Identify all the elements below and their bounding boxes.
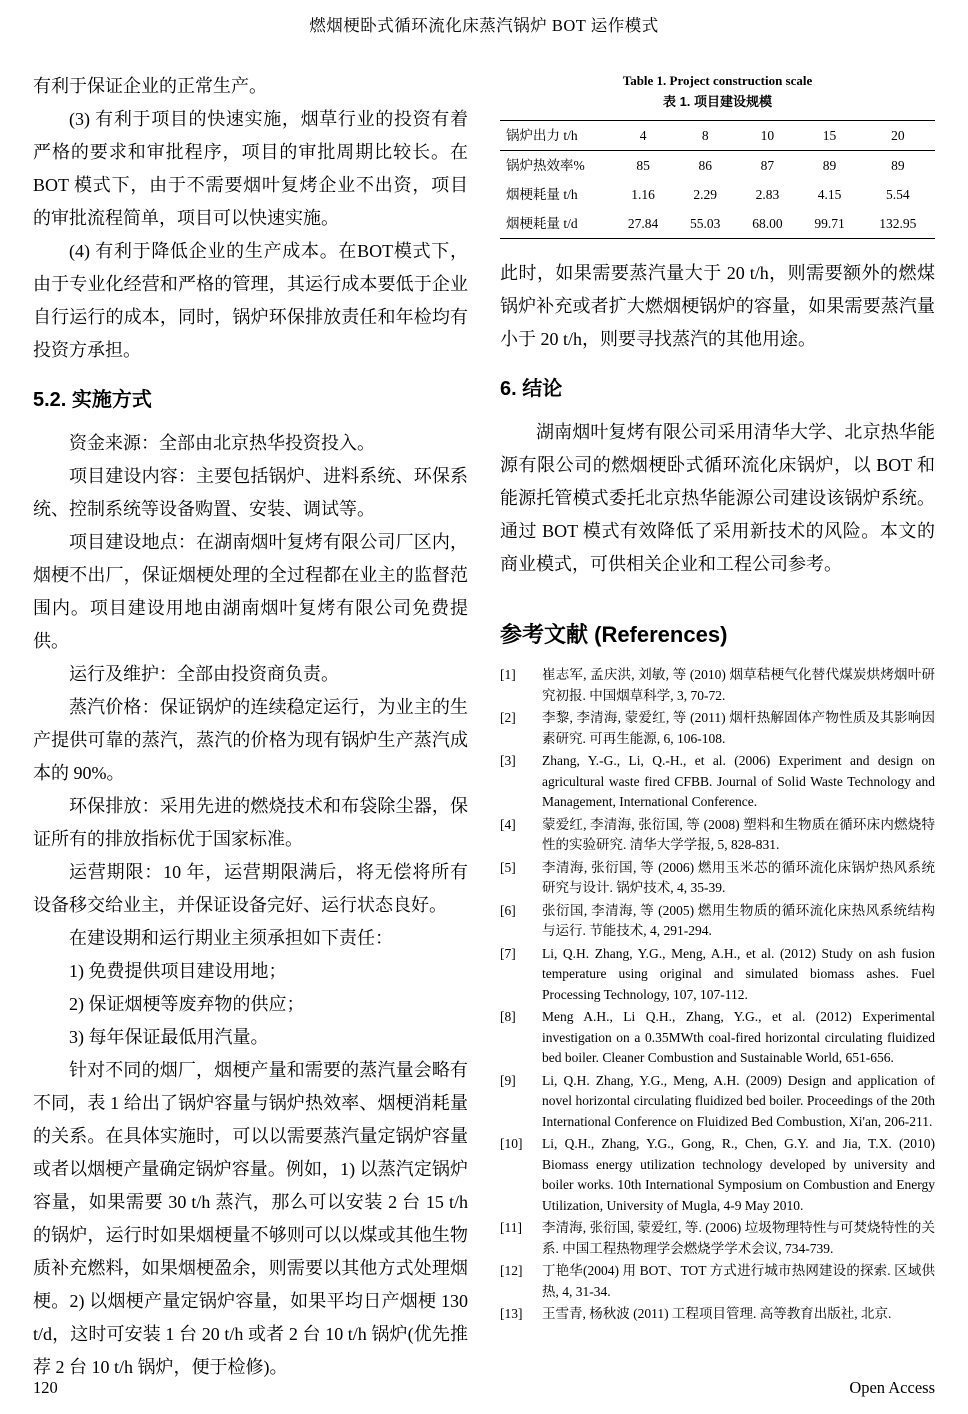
table-cell: 55.03 <box>690 216 721 231</box>
reference-item <box>500 1071 935 1133</box>
reference-text: 李清海, 张衍国, 蒙爱红, 等. (2006) 垃圾物理特性与可焚烧特性的关系. 中国工程热物理学会燃烧学学术会议, 734-739. <box>542 1220 935 1256</box>
reference-text: 丁艳华(2004) 用 BOT、TOT 方式进行城市热网建设的探索. 区域供热, 4, 31-34. <box>542 1263 935 1299</box>
table-header-row <box>500 121 935 151</box>
reference-item <box>500 1218 935 1259</box>
table-cell: 99.71 <box>814 216 845 231</box>
table-cell: 8 <box>701 128 709 143</box>
reference-number: [7] <box>500 945 516 961</box>
table-cell: 烟梗耗量 t/d <box>506 216 578 231</box>
paragraph: 此时，如果需要蒸汽量大于 20 t/h，则需要额外的燃煤锅炉补充或者扩大燃烟梗锅炉的容量，如果需要蒸汽量小于 20 t/h，则要寻找蒸汽的其他用途。 <box>500 263 935 349</box>
table-cell: 锅炉热效率% <box>506 158 585 173</box>
paragraph: 蒸汽价格：保证锅炉的连续稳定运行，为业主的生产提供可靠的蒸汽，蒸汽的价格为现有锅炉生产蒸汽成本的 90%。 <box>33 697 468 783</box>
reference-item <box>500 858 935 899</box>
page-footer <box>33 1378 935 1398</box>
reference-text: 王雪青, 杨秋波 (2011) 工程项目管理. 高等教育出版社, 北京. <box>542 1306 892 1321</box>
reference-item <box>500 665 935 706</box>
table-cell: 89 <box>822 158 837 173</box>
project-scale-table <box>500 120 935 239</box>
table-cell: 烟梗耗量 t/h <box>506 187 578 202</box>
paragraph: 运营期限：10 年，运营期限满后，将无偿将所有设备移交给业主，并保证设备完好、运行状态良好。 <box>33 862 468 915</box>
paragraph: 运行及维护：全部由投资商负责。 <box>69 664 339 684</box>
reference-item <box>500 1134 935 1216</box>
table-cell: 85 <box>636 158 650 173</box>
table-cell: 4 <box>639 128 647 143</box>
page-number: 120 <box>33 1378 58 1397</box>
reference-item <box>500 944 935 1006</box>
reference-number: [1] <box>500 667 516 682</box>
reference-number: [3] <box>500 753 516 768</box>
reference-number: [2] <box>500 710 516 725</box>
table-cell: 1.16 <box>631 187 655 202</box>
table-cell: 10 <box>760 128 775 143</box>
open-access-label: Open Access <box>849 1378 935 1397</box>
reference-number: [11] <box>500 1220 522 1235</box>
table-cell: 5.54 <box>886 187 910 202</box>
paragraph: (3) 有利于项目的快速实施，烟草行业的投资有着严格的要求和审批程序，项目的审批周期比较长。在 BOT 模式下，由于不需要烟叶复烤企业不出资，项目的审批流程简单，项目可以快速实施。 <box>33 109 468 228</box>
reference-number: [13] <box>500 1306 523 1321</box>
two-column-body <box>33 70 935 1384</box>
table-cell: 2.29 <box>693 187 718 202</box>
left-column <box>33 70 468 1384</box>
reference-text: Li, Q.H. Zhang, Y.G., Meng, A.H., et al. (2012) Study on ash fusion temperature using original and simulated biomass ashes. Fuel Processing Technology, 107, 107-112. <box>542 945 935 1002</box>
table-cell: 68.00 <box>752 216 783 231</box>
reference-text: Zhang, Y.-G., Li, Q.-H., et al. (2006) Experiment and design on agricultural waste fired CFBB. Journal of Solid Waste Technology and Management, International Conference. <box>542 753 935 809</box>
reference-number: [8] <box>500 1009 516 1024</box>
list-item: 2) 保证烟梗等废弃物的供应； <box>69 994 305 1014</box>
table-cell: 20 <box>891 128 905 143</box>
list-item: 3) 每年保证最低用汽量。 <box>69 1027 269 1047</box>
table-row <box>500 209 935 239</box>
reference-number: [6] <box>500 902 516 918</box>
reference-item <box>500 901 935 942</box>
paragraph: 资金来源：全部由北京热华投资投入。 <box>69 433 375 453</box>
reference-number: [4] <box>500 816 516 832</box>
reference-text: Meng A.H., Li Q.H., Zhang, Y.G., et al. (2012) Experimental investigation on a 0.35MWth coal-fired horizontal circulating fluidized bed boiler. Cleaner Combustion and Sustainable World, 651-656. <box>542 1009 935 1065</box>
table-cell: 132.95 <box>879 216 917 231</box>
table-cell: 89 <box>891 158 905 173</box>
reference-item <box>500 751 935 813</box>
paragraph: 有利于保证企业的正常生产。 <box>33 76 267 96</box>
running-head-title: 燃烟梗卧式循环流化床蒸汽锅炉 BOT 运作模式 <box>309 16 659 35</box>
table-row <box>500 151 935 181</box>
reference-text: Li, Q.H. Zhang, Y.G., Meng, A.H. (2009) Design and application of novel horizontal circulating fluidized bed boiler. Proceedings of the 20th International Conference on Fluidized Bed Combustion, Xi'an, 206-211. <box>542 1072 935 1129</box>
reference-text: Li, Q.H., Zhang, Y.G., Gong, R., Chen, G.Y. and Jia, T.X. (2010) Biomass energy utilization technology developed by university and boiler works. 10th International Symposium on Combustion and Energy Utilization, University of Mugla, 4-9 May 2010. <box>542 1136 935 1213</box>
table-cell: 2.83 <box>755 187 780 202</box>
table-cell: 86 <box>698 158 712 173</box>
paragraph: 针对不同的烟厂，烟梗产量和需要的蒸汽量会略有不同，表 1 给出了锅炉容量与锅炉热效率、烟梗消耗量的关系。在具体实施时，可以以需要蒸汽量定锅炉容量或者以烟梗产量确定锅炉容量。例如，1) 以蒸汽定锅炉容量，如果需要 30 t/h 蒸汽，那么可以安装 2 台 15 t/h 的锅炉，运行时如果烟梗量不够则可以以煤或其他生物质补充燃料，如果烟梗盈余，则需要以其他方式处理烟梗。2) 以烟梗产量定锅炉容量，如果平均日产烟梗 130 t/d，这时可安装 1 台 20 t/h 或者 2 台 10 t/h 锅炉(优先推荐 2 台 10 t/h 锅炉，便于检修)。 <box>33 1060 468 1377</box>
references-list <box>500 665 935 1325</box>
list-item: 1) 免费提供项目建设用地； <box>69 961 287 981</box>
table-cell: 锅炉出力 t/h <box>506 128 578 143</box>
table-cell: 4.15 <box>817 187 842 202</box>
table-caption-english: Table 1. Project construction scale <box>622 73 813 88</box>
reference-text: 蒙爱红, 李清海, 张衍国, 等 (2008) 塑料和生物质在循环床内燃烧特性的实验研究. 清华大学学报, 5, 828-831. <box>542 816 935 852</box>
references-heading: 参考文献 (References) <box>500 622 728 647</box>
table-cell: 87 <box>760 158 775 173</box>
reference-item <box>500 1304 935 1325</box>
reference-item <box>500 1007 935 1069</box>
reference-text: 崔志军, 孟庆洪, 刘敏, 等 (2010) 烟草秸梗气化替代煤炭烘烤烟叶研究初报. 中国烟草科学, 3, 70-72. <box>542 667 935 703</box>
section-heading-5-2: 5.2. 实施方式 <box>33 389 152 411</box>
reference-text: 张衍国, 李清海, 等 (2005) 燃用生物质的循环流化床热风系统结构与运行. 节能技术, 4, 291-294. <box>542 902 935 938</box>
paragraph: 环保排放：采用先进的燃烧技术和布袋除尘器，保证所有的排放指标优于国家标准。 <box>33 796 468 849</box>
table-caption-chinese: 表 1. 项目建设规模 <box>662 94 773 109</box>
reference-number: [10] <box>500 1136 523 1151</box>
reference-number: [12] <box>500 1263 523 1278</box>
reference-text: 李清海, 张衍国, 等 (2006) 燃用玉米芯的循环流化床锅炉热风系统研究与设计. 锅炉技术, 4, 35-39. <box>542 859 935 895</box>
reference-item <box>500 708 935 749</box>
paragraph: 项目建设内容：主要包括锅炉、进料系统、环保系统、控制系统等设备购置、安装、调试等。 <box>33 466 468 519</box>
table-cell: 27.84 <box>627 216 659 231</box>
paragraph: (4) 有利于降低企业的生产成本。在BOT模式下，由于专业化经营和严格的管理，其运行成本要低于企业自行运行的成本，同时，锅炉环保排放责任和年检均有投资方承担。 <box>33 241 468 360</box>
section-heading-6: 6. 结论 <box>500 378 563 400</box>
reference-item <box>500 1261 935 1302</box>
paragraph: 在建设期和运行期业主须承担如下责任： <box>69 928 393 948</box>
reference-text: 李黎, 李清海, 蒙爱红, 等 (2011) 烟杆热解固体产物性质及其影响因素研究. 可再生能源, 6, 106-108. <box>542 710 935 746</box>
paragraph: 项目建设地点：在湖南烟叶复烤有限公司厂区内，烟梗不出厂，保证烟梗处理的全过程都在业主的监督范围内。项目建设用地由湖南烟叶复烤有限公司免费提供。 <box>33 532 468 651</box>
reference-number: [5] <box>500 859 516 875</box>
right-column <box>500 70 935 1384</box>
reference-number: [9] <box>500 1072 516 1088</box>
paragraph: 湖南烟叶复烤有限公司采用清华大学、北京热华能源有限公司的燃烟梗卧式循环流化床锅炉，以 BOT 和能源托管模式委托北京热华能源公司建设该锅炉系统。通过 BOT 模式有效降低了采用新技术的风险。本文的商业模式，可供相关企业和工程公司参考。 <box>500 422 935 574</box>
reference-item <box>500 815 935 856</box>
table-row <box>500 180 935 209</box>
table-cell: 15 <box>822 128 837 143</box>
